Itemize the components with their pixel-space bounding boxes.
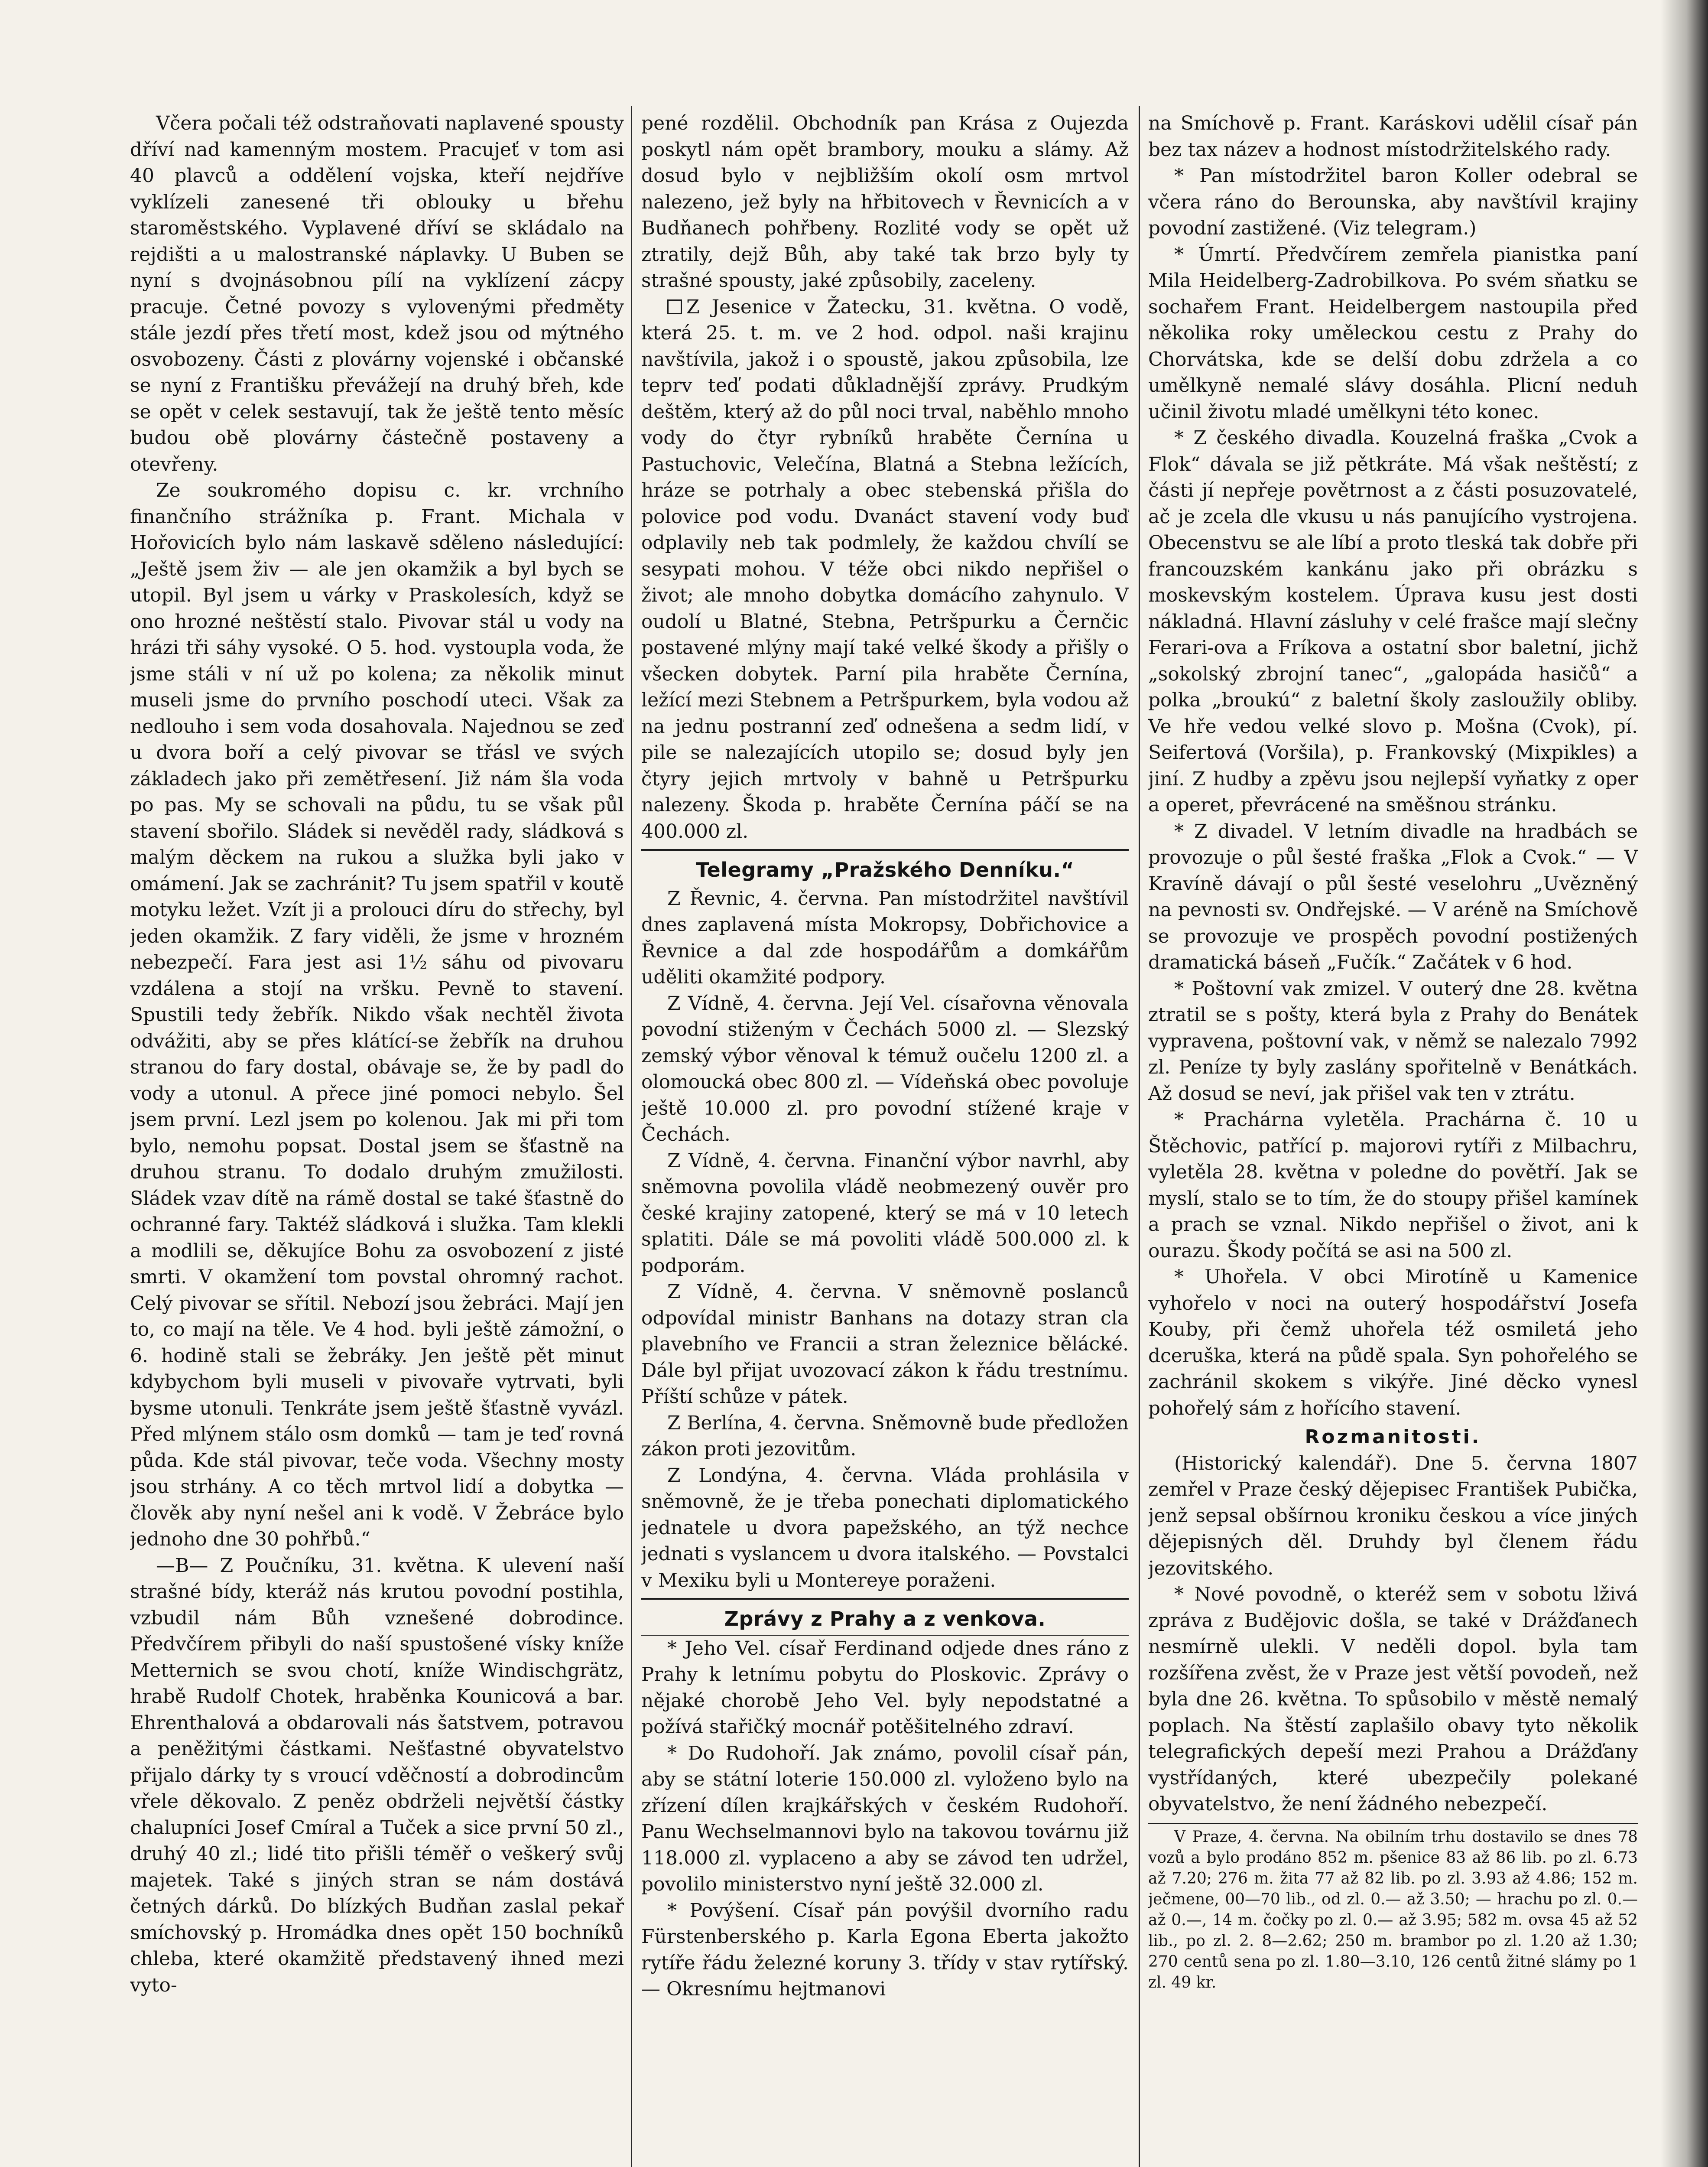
news-item: * Uhořela. V obci Mirotíně u Kamenice vyhořelo v noci na outerý hospodářství Josefa Kouby, při čemž uhořela též osmiletá jeho dceruška, která na půdě spala. Syn pohořelého se zachránil skokem s vikýře. Jiné děcko vynesl pohořelý sám z hořícího stavení.: [1148, 1266, 1638, 1419]
telegram-item: Z Vídně, 4. června. Její Vel. císařovna věnovala povodní stiženým v Čechách 5000 zl. — Slezský zemský výbor věnoval k témuž oučelu 1200 zl. a olomoucká obec 800 zl. — Vídeňská obec povoluje ještě 10.000 zl. pro povodní stížené kraje v Čechách.: [641, 992, 1129, 1145]
article-paragraph: Ze soukromého dopisu c. kr. vrchního finančního strážníka p. Frant. Michala v Hořovicích bylo nám laskavě sděleno následující: „Ještě jsem živ — ale jen okamžik a byl bych se utopil. Byl jsem u várky v Praskolesích, když se ono hrozné neštěstí stalo. Pivovar stál u vody na hrázi tři sáhy vysoké. O 5. hod. vystoupla voda, že jsme stáli v ní už po kolena; za několik minut museli jsme do prvního poschodí uteci. Však za nedlouho i sem voda dosahovala. Najednou se zeď u dvora boří a celý pivovar se třásl ve svých základech jako při zemětřesení. Již nám šla voda po pas. My se schovali na půdu, tu se však půl stavení sbořilo. Sládek si nevěděl rady, sládková s malým děckem na rukou a služka byli jako v omámení. Jak se zachránit? Tu jsem spatřil v koutě motyku ležet. Vzít ji a prolouci díru do střechy, byl jeden okamžik. Z fary viděli, že jsme v hrozném nebezpečí. Fara jest asi 1½ sáhu od pivovaru vzdálena a stojí na vršku. Pevně to stavení. Spustili tedy žebřík. Nikdo však nechtěl života odvážiti, aby se přes klátící-se žebřík na druhou stranou do fary dostal, obávaje se, že by padl do vody a utonul. A přece jiné pomoci nebylo. Šel jsem první. Lezl jsem po kolenou. Jak mi při tom bylo, nemohu popsat. Dostal jsem se šťastně na druhou stranu. To dodalo druhým zmužilosti. Sládek vzav dítě na rámě dostal se také šťastně do ochranné fary. Taktéž sládková i služka. Tam klekli a modlili se, děkujíce Bohu za osvobození z jisté smrti. V okamžení tom povstal ohromný rachot. Celý pivovar se sřítil. Nebozí jsou žebráci. Mají jen to, co mají na těle. Ve 4 hod. byli ještě zámožní, o 6. hodině stali se žebráky. Jen ještě pět minut kdybychom byli museli v pivovaře vytrvati, byli bysme utonuli. Tenkráte jsem ještě šťastně vyvázl. Před mlýnem stálo osm domků — tam je teď rovná půda. Kde stál pivovar, teče voda. Všechny mosty jsou strhány. A co těch mrtvol lidí a dobytka — člověk aby nyní nešel ani k vodě. V Žebráce bylo jednoho dne 30 pohřbů.“: [130, 479, 624, 1550]
column-3: [1148, 111, 1638, 2167]
telegram-item: Z Řevnic, 4. června. Pan místodržitel navštívil dnes zaplavená místa Mokropsy, Dobřichovice a Řevnice a dal zde hospodářům a domkářům uděliti okamžité podpory.: [641, 887, 1129, 988]
news-item: * Jeho Vel. císař Ferdinand odjede dnes ráno z Prahy k letnímu pobytu do Ploskovic. Zprávy o nějaké chorobě Jeho Vel. byly nepodstatné a požívá stařičký mocnář potěšitelného zdraví.: [641, 1637, 1129, 1738]
telegram-item: Z Vídně, 4. června. V sněmovně poslanců odpovídal ministr Banhans na dotazy stran cla plavebního ve Francii a stran železnice bělácké. Dále byl přijat uvozovací zákon k řádu trestnímu. Příští schůze v pátek.: [641, 1281, 1129, 1408]
section-rule: [641, 1598, 1129, 1600]
news-item: * Z českého divadla. Kouzelná fraška „Cvok a Flok“ dávala se již pětkráte. Má však neštěstí; z části jí nepřeje povětrnost a z části posuzovatelé, ač je zcela dle vkusu u nás panujícího vystrojena. Obecenstvu se ale líbí a proto tleská tak dobře při francouzském kankánu jako při obrázku s moskevským kostelem. Úprava kusu jest dosti nákladná. Hlavní zásluhy v celé frašce mají slečny Ferari-ova a Fríkova a ostatní sbor baletní, jichž „sokolský zbrojní tanec“, „galopáda hasičů“ a polka „broukú“ z baletní školy zasloužily obliby. Ve hře vedou velké slovo p. Mošna (Cvok), pí. Seifertová (Voršila), p. Frankovský (Mixpikles) a jiní. Z hudby a zpěvu jsou nejlepší vyňatky z oper a operet, převrácené na směšnou stránku.: [1148, 427, 1638, 816]
news-item: * Prachárna vyletěla. Prachárna č. 10 u Štěchovic, patřící p. majorovi rytíři z Milbachru, vyletěla 28. května v poledne do povětří. Jak se myslí, stalo se to tím, že do stoupy přišel kamínek a prach se vznal. Nikdo nepřišel o život, ani k ourazu. Škody počítá se asi na 500 zl.: [1148, 1109, 1638, 1262]
market-report: V Praze, 4. června. Na obilním trhu dostavilo se dnes 78 vozů a bylo prodáno 852 m. pšenice 83 až 86 lib. po zl. 6.73 až 7.20; 276 m. žita 77 až 82 lib. po zl. 3.93 až 4.86; 152 m. ječmene, 00—70 lib., od zl. 0.— až 3.50; — hrachu po zl. 0.— až 0.—, 14 m. čočky po zl. 0.— až 3.95; 582 m. ovsa 45 až 52 lib., po zl. 2. 8—2.62; 250 m. brambor po zl. 1.20 až 1.30; 270 centů sena po zl. 1.80—3.10, 126 centů žitné slámy po 1 zl. 49 kr.: [1148, 1828, 1638, 1991]
telegram-item: Z Vídně, 4. června. Finanční výbor navrhl, aby sněmovna povolila vládě neobmezený ouvěr pro české krajiny zatopené, který se má v 10 letech splatiti. Dále se má povoliti vládě 500.000 zl. k podporám.: [641, 1149, 1129, 1277]
column-rule: [631, 106, 632, 2167]
telegram-heading: Telegramy „Pražského Denníku.“: [695, 858, 1075, 882]
telegram-item: Z Berlína, 4. června. Sněmovně bude předložen zákon proti jezovitům.: [641, 1412, 1129, 1460]
section-title: Rozmanitosti.: [1305, 1426, 1481, 1448]
section-rule: [641, 849, 1129, 851]
column-rule: [1139, 106, 1140, 2167]
box-marker-icon: [667, 299, 682, 314]
news-item: * Z divadel. V letním divadle na hradbách se provozuje o půl šesté fraška „Flok a Cvok.“ — V Kravíně dávají o půl šesté veselohru „Uvězněný na pevnosti sv. Ondřejské. — V aréně na Smíchově se provozuje ve prospěch povodní postižených dramatická báseň „Fučík.“ Začátek v 6 hod.: [1148, 820, 1638, 973]
telegram-item: Z Londýna, 4. června. Vláda prohlásila v sněmovně, že je třeba ponechati diplomatického jednatele u dvora papežského, an týž nechce jednati s vyslancem u dvora italského. — Povstalci v Mexiku byli u Montereye poraženi.: [641, 1464, 1129, 1591]
section-paragraph: (Historický kalendář). Dne 5. června 1807 zemřel v Praze český dějepisec František Pubička, jenž sepsal obšírnou kroniku českou a více jiných dějepisných děl. Druhdy byl členem řádu jezovitského.: [1148, 1452, 1638, 1579]
column-2: [641, 111, 1129, 2167]
section-rule: [1148, 1823, 1638, 1824]
news-item: * Do Rudohoří. Jak známo, povolil císař pán, aby se státní loterie 150.000 zl. vyloženo bylo na zřízení dílen krajkářských v českém Rudohoří. Panu Wechselmannovi bylo na takovou továrnu již 118.000 zl. vyplaceno a aby se závod ten udržel, povolilo ministerstvo nyní ještě 32.000 zl.: [641, 1742, 1129, 1895]
news-item: * Povýšení. Císař pán povýšil dvorního radu Fürstenberského p. Karla Egona Eberta jakožto rytíře řádu železné koruny 3. třídy v stav rytířský. — Okresnímu hejtmanovi: [641, 1899, 1129, 2000]
article-text: Z Jesenice v Žatecku, 31. května. O vodě, která 25. t. m. ve 2 hod. odpol. naši krajinu navštívila, jakož i o spoustě, jakou způsobila, lze teprv teď podati důkladnější zprávy. Prudkým deštěm, který až do půl noci trval, naběhlo mnoho vody do čtyr rybníků hraběte Černína u Pastuchovic, Velečína, Blatná a Stebna ležících, hráze se potrhaly a obec stebenská přišla do polovice pod vodu. Dvanáct stavení vody buď odplavily neb tak podmlely, že každou chvílí se sesypati mohou. V téže obci nikdo nepřišel o život; ale mnoho dobytka domácího zahynulo. V oudolí u Blatné, Stebna, Petršpurku a Černčic postavené mlýny mají také velké škody a přišly o všecken dobytek. Parní pila hraběte Černína, ležící mezi Stebnem a Petršpurkem, byla vodou až na jednu postranní zeď odnešena a sedm lidí, v pile se nalezajících utopilo se; dosud byly jen čtyry jejich mrtvoly v bahně u Petršpurku nalezeny. Škoda p. hraběte Černína páčí se na 400.000 zl.: [641, 296, 1129, 843]
news-item: * Poštovní vak zmizel. V outerý dne 28. května ztratil se s pošty, která byla z Prahy do Benátek vypravena, poštovní vak, v němž se nalezalo 7992 zl. Peníze ty byly zaslány spořitelně v Benátkách. Až dosud se neví, jak přišel vak ten v ztrátu.: [1148, 977, 1638, 1105]
article-paragraph: [641, 294, 1129, 845]
news-item: na Smíchově p. Frant. Karáskovi udělil císař pán bez tax název a hodnost místodržitelského rady.: [1148, 112, 1638, 161]
news-item: * Pan místodržitel baron Koller odebral se včera ráno do Berounska, aby navštívil krajiny povodní zastižené. (Viz telegram.): [1148, 165, 1638, 239]
article-paragraph: Včera počali též odstraňovati naplavené spousty dříví nad kamenným mostem. Pracujeť v tom asi 40 plavců a oddělení vojska, kteří nejdříve vyklízeli zanesené tři oblouky u břehu staroměstského. Vyplavené dříví se skládalo na rejdišti a u malostranské náplavky. U Buben se nyní s dvojnásobnou pílí na vyklízení zácpy pracuje. Četné povozy s vylovenými předměty stále jezdí přes třetí most, kdež jsou od mýtného osvobozeny. Části z plovárny vojenské i občanské se nyní z Františku převážejí na druhý břeh, kde se opět v celek sestavují, tak že ještě tento měsíc budou obě plovárny částečně postaveny a otevřeny.: [130, 112, 624, 475]
scan-edge-shadow: [1660, 0, 1708, 2167]
article-paragraph: pené rozdělil. Obchodník pan Krása z Oujezda poskytl nám opět brambory, mouku a slámy. Až dosud bylo v nejbližším okolí osm mrtvol nalezeno, jež byly na hřbitovech v Řevnicích a v Budňanech pohřbeny. Rozlité vody se opět už ztratily, dejž Bůh, aby také tak brzo byly ty strašné spousty, jaké způsobily, zaceleny.: [641, 112, 1129, 292]
news-item: * Úmrtí. Předvčírem zemřela pianistka paní Mila Heidelberg-Zadrobilkova. Po svém sňatku se sochařem Frant. Heidelbergem nastoupila před několika roky uměleckou cestu z Prahy do Chorvátska, kde se delší dobu zdržela a co umělkyně nemalé slávy dosáhla. Plicní neduh učinil životu mladé umělkyni této konec.: [1148, 243, 1638, 423]
section-paragraph: * Nové povodně, o kteréž sem v sobotu lživá zpráva z Budějovic došla, se také v Drážďanech nesmírně ulekli. V neděli dopol. byla tam rozšířena zvěst, že v Praze jest větší povodeň, než byla dne 26. května. To spůsobilo v městě nemalý poplach. Na štěstí zaplašilo obavy tyto několik telegrafických depeší mezi Prahou a Drážďany vystřídaných, které ubezpečily polekané obyvatelstvo, že není žádného nebezpečí.: [1148, 1583, 1638, 1815]
column-1: [130, 111, 624, 2167]
news-heading: Zprávy z Prahy a z venkova.: [724, 1607, 1046, 1630]
article-paragraph: —B— Z Poučníku, 31. května. K ulevení naší strašné bídy, kteráž nás krutou povodní postihla, vzbudil nám Bůh vznešené dobrodince. Předvčírem přibyli do naší spustošené vísky kníže Metternich se svou chotí, kníže Windischgrätz, hrabě Rudolf Chotek, hraběnka Kounicová a bar. Ehrenthalová a obdarovali nás šatstvem, potravou a peněžitými částkami. Nešťastné obyvatelstvo přijalo dárky ty s vroucí vděčností a dobrodincům vřele děkovalo. Z peněz obdrželi největší částky chalupníci Josef Cmíral a Tuček a sice první 50 zl., druhý 40 zl.; lidé tito přišli téměř o veškerý svůj majetek. Také s jiných stran se nám dostává četných dárků. Do blízkých Budňan zaslal pekař smíchovský p. Hromádka dnes opět 150 bochníků chleba, které okamžitě představený ihned mezi vyto-: [130, 1554, 624, 1996]
